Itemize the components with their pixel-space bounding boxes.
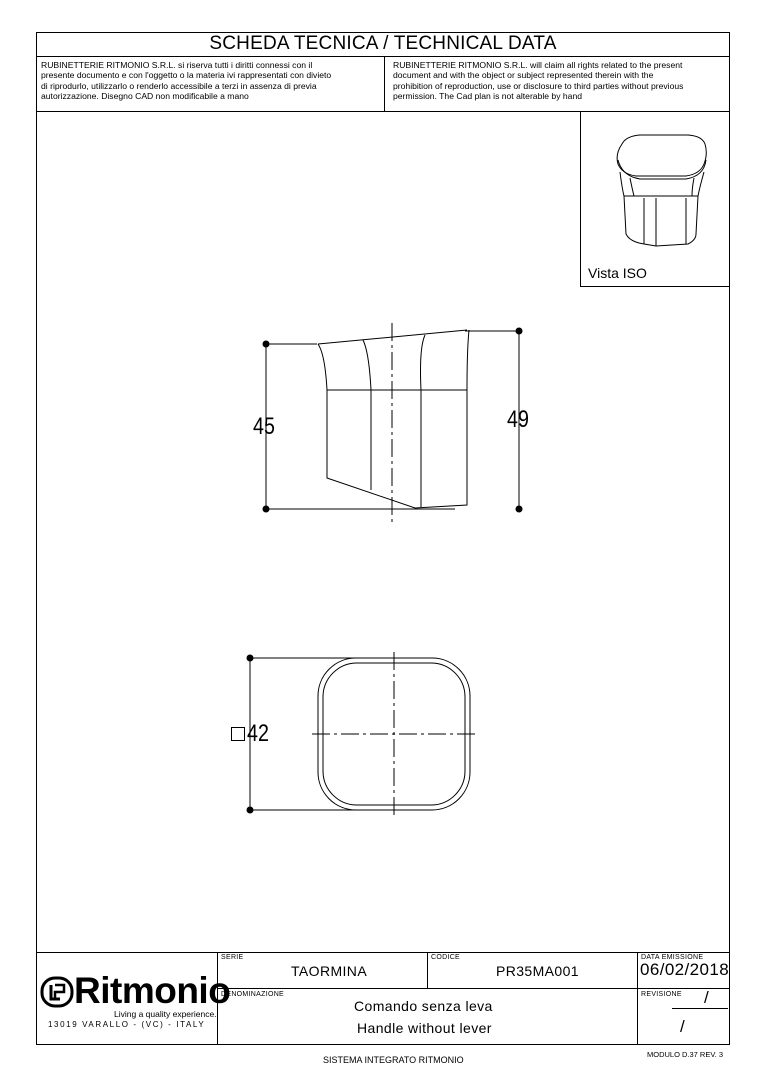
iso-view-drawing xyxy=(600,130,720,255)
revisione-label: REVISIONE xyxy=(641,991,682,998)
ritmonio-logo-mark xyxy=(40,976,74,1008)
sheet-title: SCHEDA TECNICA / TECHNICAL DATA xyxy=(209,33,557,54)
top-view-drawing xyxy=(240,650,485,820)
serie-value: TAORMINA xyxy=(291,963,368,979)
revisione-underline xyxy=(672,1008,728,1009)
iso-view-label: Vista ISO xyxy=(588,265,647,281)
side-view-drawing xyxy=(255,318,535,528)
title-block-top xyxy=(36,952,730,953)
ritmonio-tagline: Living a quality experience. xyxy=(114,1009,217,1019)
header-divider xyxy=(36,56,730,57)
iso-box-bottom-edge xyxy=(580,286,730,287)
height-dimension-right: 49 xyxy=(507,406,529,433)
codice-label: CODICE xyxy=(431,954,461,961)
title-block-code-divider xyxy=(427,952,428,988)
title-block-date-divider xyxy=(637,952,638,1045)
header-bottom-line xyxy=(36,111,730,112)
footer-system-name: SISTEMA INTEGRATO RITMONIO xyxy=(323,1055,464,1065)
data-emissione-label: DATA EMISSIONE xyxy=(641,954,704,961)
codice-value: PR35MA001 xyxy=(496,963,579,979)
iso-box-left-edge xyxy=(580,111,581,286)
footer-module-code: MODULO D.37 REV. 3 xyxy=(647,1050,723,1059)
square-symbol xyxy=(231,727,245,741)
copyright-notice-english: RUBINETTERIE RITMONIO S.R.L. will claim all rights related to the present document and with the object or subject represented therein with the prohibition of reproduction, use or disclosure to third parties without previous permission. The Cad plan is not alterable by hand xyxy=(393,60,684,102)
height-dimension-left: 45 xyxy=(253,413,275,440)
denominazione-italian: Comando senza leva xyxy=(354,998,493,1014)
notice-divider xyxy=(384,56,385,111)
ritmonio-address: 13019 VARALLO - (VC) - ITALY xyxy=(48,1020,206,1029)
serie-label: SERIE xyxy=(221,954,244,961)
revisione-value-2: / xyxy=(680,1017,686,1036)
denominazione-label: DENOMINAZIONE xyxy=(221,991,285,998)
title-block-row-divider xyxy=(217,988,730,989)
square-side-dimension: 42 xyxy=(247,720,269,747)
denominazione-english: Handle without lever xyxy=(357,1020,492,1036)
data-emissione-value: 06/02/2018 xyxy=(640,960,730,979)
revisione-value-1: / xyxy=(704,988,710,1007)
copyright-notice-italian: RUBINETTERIE RITMONIO S.R.L. si riserva tutti i diritti connessi con il presente documento e con l'oggetto o la materia ivi rappresentati con divieto di riprodurlo, utilizzarlo o renderlo accessibile a terzi in assenza di previa autorizzazione. Disegno CAD non modificabile a mano xyxy=(41,60,332,102)
ritmonio-brand-name: Ritmonio xyxy=(74,970,231,1011)
